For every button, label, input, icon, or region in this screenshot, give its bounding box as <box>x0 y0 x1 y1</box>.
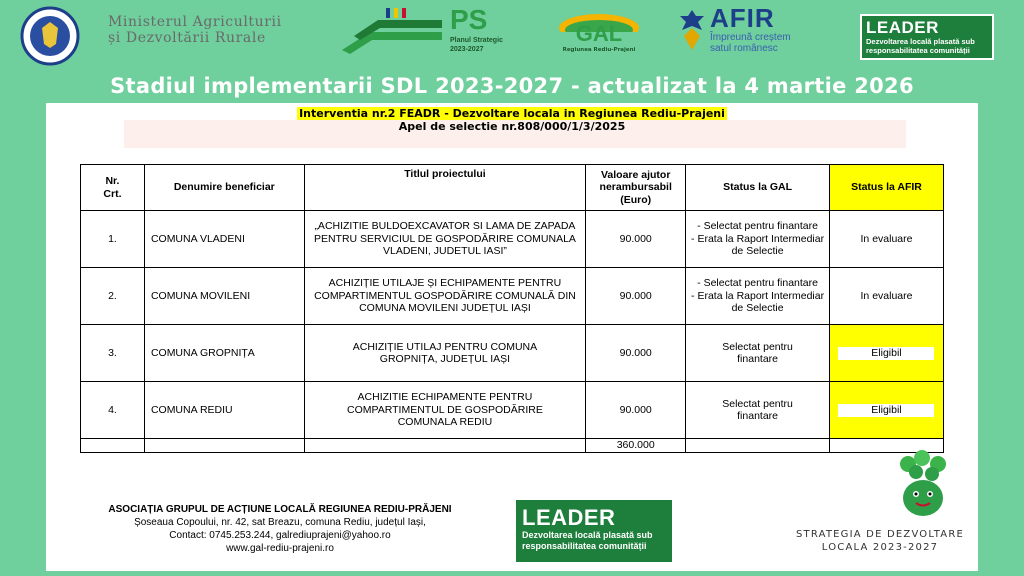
afir-logo <box>710 4 791 54</box>
cell-beneficiar: COMUNA REDIU <box>144 382 304 439</box>
ps-logo-text: PS <box>450 4 488 35</box>
cell-nr: 3. <box>81 325 145 382</box>
leader-logo-bottom <box>516 500 672 562</box>
afir-logo-line2: satul românesc <box>710 43 778 54</box>
table-row <box>81 325 944 382</box>
cell-beneficiar: COMUNA MOVILENI <box>144 268 304 325</box>
logo-bar <box>0 0 1024 72</box>
call-heading: Apel de selectie nr.808/000/1/3/2025 <box>398 120 626 133</box>
leader-logo-line2: responsabilitatea comunității <box>522 541 647 551</box>
cell-empty <box>144 439 304 453</box>
cell-nr: 4. <box>81 382 145 439</box>
cell-empty <box>304 439 586 453</box>
status-gal-line: - Erata la Raport Intermediar de Selectie <box>691 232 825 258</box>
header-status-afir: Status la AFIR <box>829 165 943 211</box>
cell-titlu: ACHIZITIE ECHIPAMENTE PENTRU COMPARTIMENTUL DE GOSPODĂRIRE COMUNALA REDIU <box>304 382 586 439</box>
cell-status-afir: In evaluare <box>829 211 943 268</box>
ps-stripes-icon <box>342 6 442 58</box>
gal-logo <box>556 4 642 60</box>
leader-logo-line1: Dezvoltarea locală plasată sub <box>866 37 975 46</box>
strategy-label <box>780 528 980 554</box>
status-gal-line: - Erata la Raport Intermediar de Selectie <box>691 289 825 315</box>
afir-logo-line1: Împreună creștem <box>710 32 791 43</box>
cell-status-gal: Selectat pentru finantare <box>686 325 830 382</box>
footer-contact-line: Contact: 0745.253.244, galrediuprajeni@yahoo.ro <box>169 530 391 541</box>
gal-logo-text: GAL <box>575 21 623 46</box>
cell-valoare: 90.000 <box>586 382 686 439</box>
cell-valoare: 90.000 <box>586 325 686 382</box>
header-status-gal: Status la GAL <box>686 165 830 211</box>
header-valoare: Valoare ajutor nerambursabil (Euro) <box>586 165 686 211</box>
table-row <box>81 382 944 439</box>
status-afir-badge: Eligibil <box>838 347 934 360</box>
cell-nr: 2. <box>81 268 145 325</box>
footer-address: Șoseaua Copoului, nr. 42, sat Breazu, comuna Rediu, județul Iași, <box>134 517 426 528</box>
leader-logo-line1: Dezvoltarea locală plasată sub <box>522 530 653 540</box>
strategy-line-2: LOCALA 2023-2027 <box>821 542 939 553</box>
romanian-government-seal-icon <box>12 6 88 66</box>
cell-status-afir <box>829 325 943 382</box>
intervention-heading <box>46 107 978 120</box>
cell-status-afir <box>829 382 943 439</box>
cell-titlu: ACHIZIȚIE UTILAJ PENTRU COMUNA GROPNIȚA, JUDEȚUL IAȘI <box>304 325 586 382</box>
projects-table <box>80 164 944 453</box>
status-gal-line: - Selectat pentru finantare <box>697 220 818 233</box>
intervention-text: Interventia nr.2 FEADR - Dezvoltare locala in Regiunea Rediu-Prajeni <box>299 107 725 120</box>
cell-status-gal <box>686 268 830 325</box>
leader-logo-top <box>860 14 994 60</box>
ps-logo-line1: Planul Strategic <box>450 37 503 44</box>
table-header-row <box>81 165 944 211</box>
header-nr: Nr. Crt. <box>81 165 145 211</box>
leader-logo-line2: responsabilitatea comunității <box>866 46 970 55</box>
cell-empty <box>81 439 145 453</box>
leader-logo-text: LEADER <box>866 18 939 37</box>
cell-status-afir: In evaluare <box>829 268 943 325</box>
cell-beneficiar: COMUNA VLADENI <box>144 211 304 268</box>
table-total-row <box>81 439 944 453</box>
ministry-line-2: și Dezvoltării Rurale <box>108 30 266 46</box>
clover-mascot-icon <box>888 450 958 520</box>
ministry-line-1: Ministerul Agriculturii <box>108 14 282 30</box>
ministry-name <box>108 14 282 46</box>
footer-web-link[interactable]: www.gal-rediu-prajeni.ro <box>226 543 334 554</box>
afir-logo-text: AFIR <box>710 3 775 33</box>
cell-beneficiar: COMUNA GROPNIȚA <box>144 325 304 382</box>
content-panel <box>46 103 978 571</box>
strategy-line-1: STRATEGIA DE DEZVOLTARE <box>795 529 965 540</box>
ps-logo <box>450 4 503 54</box>
table-row <box>81 268 944 325</box>
page-title: Stadiul implementarii SDL 2023-2027 - actualizat la 4 martie 2026 <box>110 74 914 98</box>
cell-valoare: 90.000 <box>586 268 686 325</box>
cell-titlu: „ACHIZITIE BULDOEXCAVATOR SI LAMA DE ZAPADA PENTRU SERVICIUL DE GOSPODĂRIRE COMUNALA VLADENI, JUDETUL IASI” <box>304 211 586 268</box>
cell-status-gal <box>686 211 830 268</box>
header-titlu: Titlul proiectului <box>304 165 586 211</box>
cell-total: 360.000 <box>586 439 686 453</box>
footer-contact <box>60 503 500 555</box>
cell-status-gal: Selectat pentru finantare <box>686 382 830 439</box>
leader-logo-text: LEADER <box>522 505 616 530</box>
cell-titlu: ACHIZIȚIE UTILAJE ȘI ECHIPAMENTE PENTRU COMPARTIMENTUL GOSPODĂRIRE COMUNALĂ DIN COMUNA MOVILENI JUDEȚUL IAȘI <box>304 268 586 325</box>
header-beneficiar: Denumire beneficiar <box>144 165 304 211</box>
cell-empty <box>686 439 830 453</box>
table-row <box>81 211 944 268</box>
footer-org: ASOCIAȚIA GRUPUL DE ACȚIUNE LOCALĂ REGIUNEA REDIU-PRĂJENI <box>108 504 452 515</box>
cell-valoare: 90.000 <box>586 211 686 268</box>
afir-emblem-icon <box>678 8 706 52</box>
ps-logo-line2: 2023-2027 <box>450 46 484 53</box>
gal-logo-subtitle: Regiunea Rediu-Prajeni <box>562 47 636 53</box>
status-afir-badge: Eligibil <box>838 404 934 417</box>
status-gal-line: - Selectat pentru finantare <box>697 277 818 290</box>
cell-nr: 1. <box>81 211 145 268</box>
